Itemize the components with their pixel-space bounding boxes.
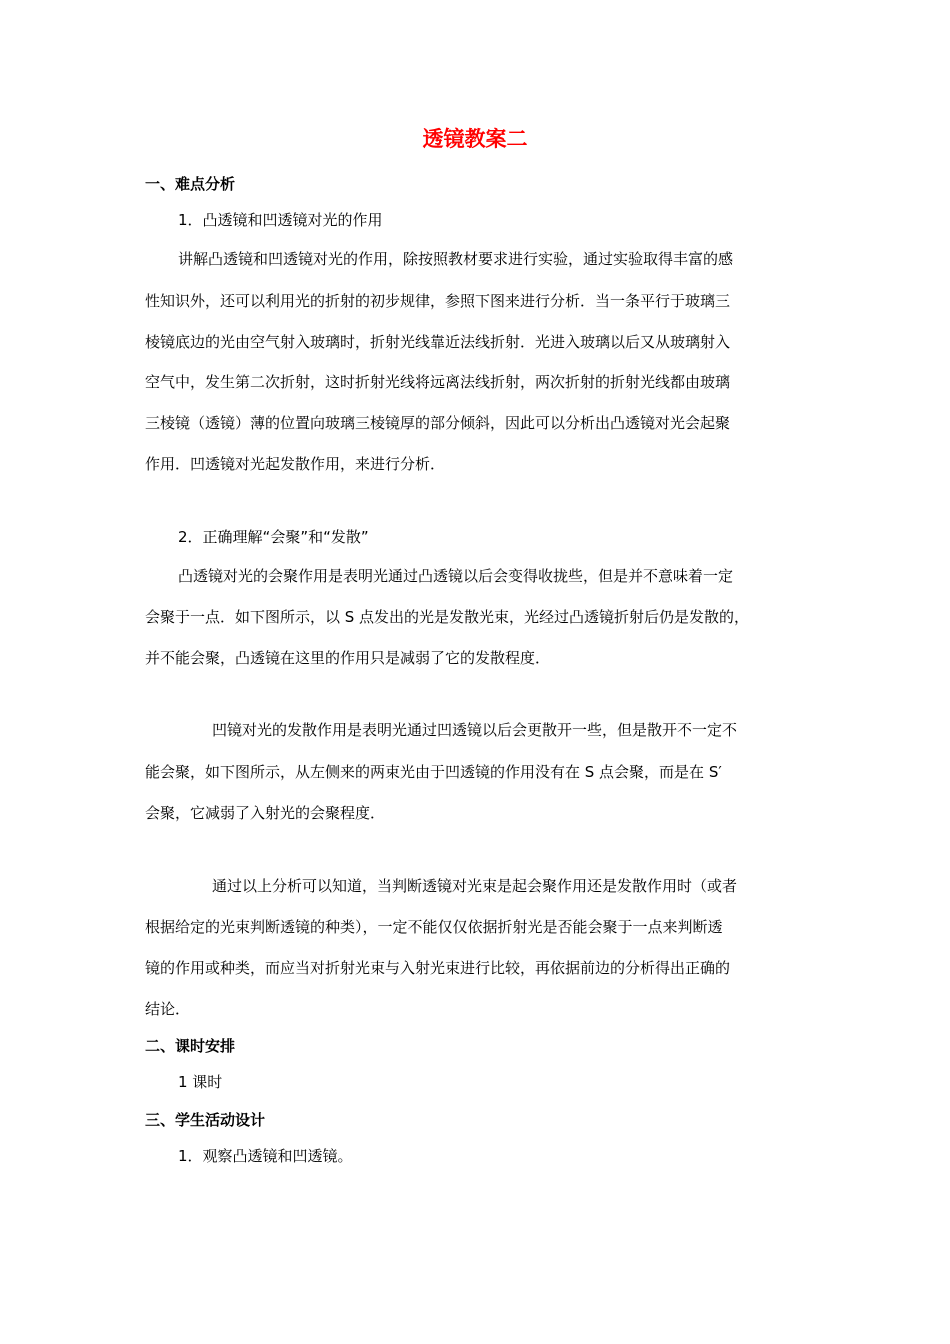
paragraph-line: 并不能会聚，凸透镜在这里的作用只是减弱了它的发散程度． [145,649,551,667]
subsection-title-lens-effect: 1．凸透镜和凹透镜对光的作用 [178,211,383,229]
paragraph-line: 会聚，它减弱了入射光的会聚程度． [145,804,386,822]
paragraph-line: 三棱镜（透镜）薄的位置向玻璃三棱镜厚的部分倾斜，因此可以分析出凸透镜对光会起聚 [145,414,731,432]
paragraph-line: 空气中，发生第二次折射，这时折射光线将远离法线折射，两次折射的折射光线都由玻璃 [145,373,731,391]
paragraph-line: 根据给定的光束判断透镜的种类），一定不能仅仅依据折射光是否能会聚于一点来判断透 [145,918,723,936]
paragraph-line: 镜的作用或种类，而应当对折射光束与入射光束进行比较，再依据前边的分析得出正确的 [145,959,731,977]
schedule-content: 1 课时 [178,1073,223,1091]
paragraph-line: 能会聚，如下图所示，从左侧来的两束光由于凹透镜的作用没有在 S 点会聚，而是在 S′ [145,763,722,781]
paragraph-line: 性知识外，还可以利用光的折射的初步规律，参照下图来进行分析．当一条平行于玻璃三 [145,292,731,310]
paragraph-line: 讲解凸透镜和凹透镜对光的作用，除按照教材要求进行实验，通过实验取得丰富的感 [178,250,734,268]
paragraph-line: 通过以上分析可以知道，当判断透镜对光束是起会聚作用还是发散作用时（或者 [212,877,738,895]
section-heading-student-activity: 三、学生活动设计 [145,1111,266,1129]
activity-item: 1．观察凸透镜和凹透镜。 [178,1147,353,1165]
paragraph-line: 结论． [145,1000,191,1018]
document-title: 透镜教案二 [422,127,528,151]
paragraph-line: 凹镜对光的发散作用是表明光通过凹透镜以后会更散开一些，但是散开不一定不 [212,721,738,739]
section-heading-difficulty-analysis: 一、难点分析 [145,175,236,193]
subsection-title-converge-diverge: 2．正确理解“会聚”和“发散” [178,528,369,546]
paragraph-line: 凸透镜对光的会聚作用是表明光通过凸透镜以后会变得收拢些，但是并不意味着一定 [178,567,734,585]
section-heading-schedule: 二、课时安排 [145,1037,236,1055]
paragraph-line: 会聚于一点．如下图所示，以 S 点发出的光是发散光束，光经过凸透镜折射后仍是发散的， [145,608,750,626]
paragraph-line: 作用．凹透镜对光起发散作用，来进行分析． [145,455,446,473]
paragraph-line: 棱镜底边的光由空气射入玻璃时，折射光线靠近法线折射．光进入玻璃以后又从玻璃射入 [145,333,731,351]
